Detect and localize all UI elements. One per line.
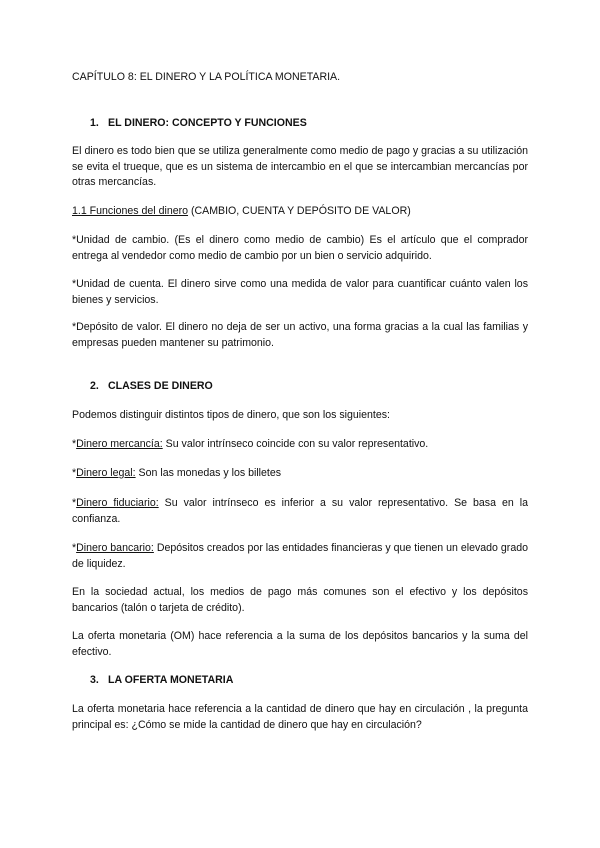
section-heading-1 — [90, 116, 307, 131]
section-title: LA OFERTA MONETARIA — [108, 674, 234, 686]
bullet-marker: * — [72, 542, 77, 554]
bullet-marker: * — [72, 497, 77, 509]
sub-heading-rest: (CAMBIO, CUENTA Y DEPÓSITO DE VALOR) — [188, 205, 411, 217]
paragraph-oferta-def: La oferta monetaria hace referencia a la cantidad de dinero que hay en circulación , la pregunta principal es: ¿Cómo se mide la cantidad de dinero que hay en circulación? — [72, 703, 528, 731]
term-dinero-fiduciario[interactable]: Dinero fiduciario: — [76, 497, 159, 509]
sub-heading-link[interactable]: 1.1 Funciones del dinero — [72, 205, 189, 217]
definition-text: Su valor intrínseco coincide con su valor representativo. — [162, 438, 429, 450]
paragraph-clases-intro: Podemos distinguir distintos tipos de dinero, que son los siguientes: — [72, 409, 390, 421]
term-dinero-legal[interactable]: Dinero legal: — [76, 467, 136, 479]
term-dinero-bancario[interactable]: Dinero bancario: — [76, 542, 154, 554]
section-number: 2. — [90, 380, 99, 392]
paragraph-intro: El dinero es todo bien que se utiliza generalmente como medio de pago y gracias a su utilización se evita el trueque, que es un sistema de intercambio en el que se intercambian mercancías por otras mercancías. — [72, 145, 528, 188]
sub-heading-funciones — [72, 204, 528, 220]
term-dinero-mercancia[interactable]: Dinero mercancía: — [76, 438, 163, 450]
paragraph-unidad-cuenta: *Unidad de cuenta. El dinero sirve como una medida de valor para cuantificar cuánto valen los bienes y servicios. — [72, 278, 528, 306]
definition-text: Son las monedas y los billetes — [135, 467, 282, 479]
section-title: EL DINERO: CONCEPTO Y FUNCIONES — [108, 117, 307, 129]
item-dinero-fiduciario — [72, 496, 528, 527]
chapter-title: CAPÍTULO 8: EL DINERO Y LA POLÍTICA MONETARIA. — [72, 71, 341, 83]
section-number: 3. — [90, 674, 99, 686]
bullet-marker: * — [72, 438, 77, 450]
section-heading-3 — [90, 673, 233, 688]
paragraph-oferta-om: La oferta monetaria (OM) hace referencia a la suma de los depósitos bancarios y la suma del efectivo. — [72, 630, 528, 658]
section-number: 1. — [90, 117, 99, 129]
paragraph-deposito-valor: *Depósito de valor. El dinero no deja de ser un activo, una forma gracias a la cual las familias y empresas pueden mantener su patrimonio. — [72, 321, 528, 349]
definition-text: Su valor intrínseco es inferior a su valor representativo. Se basa en la confianza. — [72, 497, 528, 525]
item-dinero-mercancia — [72, 437, 528, 453]
section-heading-2 — [90, 379, 213, 394]
section-title: CLASES DE DINERO — [108, 380, 213, 392]
item-dinero-legal — [72, 466, 528, 482]
paragraph-unidad-cambio: *Unidad de cambio. (Es el dinero como medio de cambio) Es el artículo que el comprador entrega al vendedor como medio de cambio por un bien o servicio adquirido. — [72, 234, 528, 262]
paragraph-sociedad: En la sociedad actual, los medios de pago más comunes son el efectivo y los depósitos bancarios (talón o tarjeta de crédito). — [72, 586, 528, 614]
definition-text: Depósitos creados por las entidades financieras y que tienen un elevado grado de liquidez. — [72, 542, 529, 570]
bullet-marker: * — [72, 467, 77, 479]
item-dinero-bancario — [72, 541, 528, 572]
